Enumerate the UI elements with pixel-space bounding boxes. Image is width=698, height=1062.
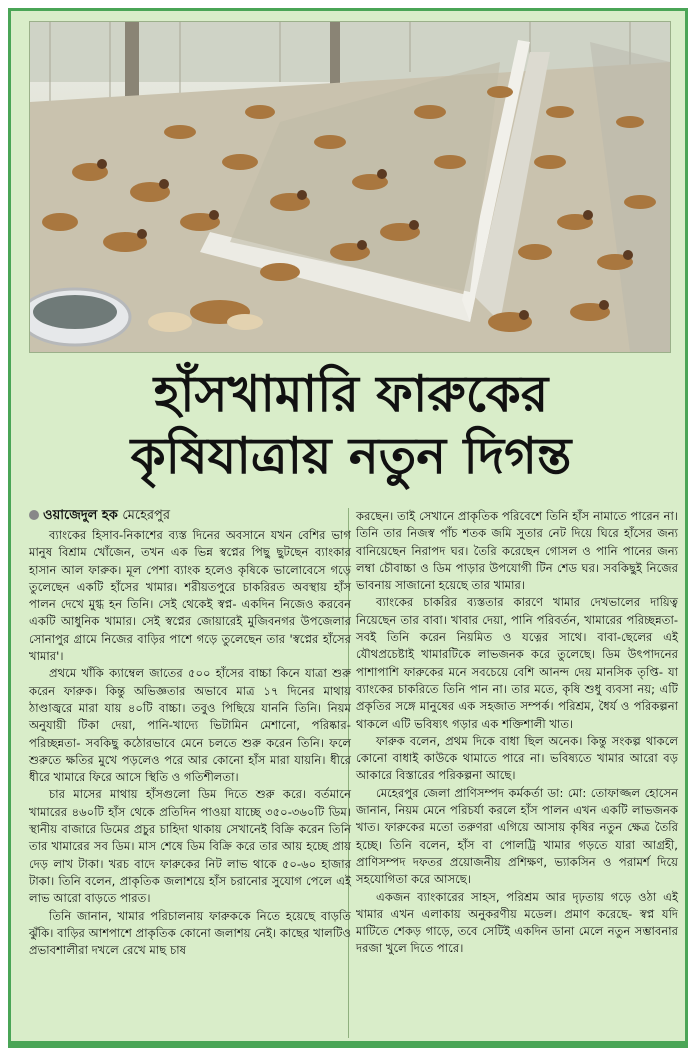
bottom-rule [11,1041,688,1045]
paragraph: চার মাসের মাথায় হাঁসগুলো ডিম দিতে শুরু করে। বর্তমানে খামারের ৪৬০টি হাঁস থেকে প্রতিদিন পাওয়া যাচ্ছে ৩৫০-৩৬০টি ডিম। স্থানীয় বাজারে ডিমের প্রচুর চাহিদা থাকায় সেখানেই বিক্রি করেন তিনি তার খামারের সব ডিম। মাস শেষে ডিম বিক্রি করে তার আয় হচ্ছে প্রায় দেড় লাখ টাকা। খরচ বাদে ফারুকের নিট লাভ থাকে ৫০-৬০ হাজার টাকা। তিনি বলেন, প্রাকৃতিক জলাশয়ে হাঁস চরানোর সুযোগ পেলে এই লাভ আরো বাড়তে পারত। [29,787,351,906]
headline-line-1: হাঁসখামারি ফারুকের [153,365,549,423]
headline-line-2: কৃষিযাত্রায় নতুন দিগন্ত [130,427,572,485]
paragraph: করছেন। তাই সেখানে প্রাকৃতিক পরিবেশে তিনি হাঁস নামাতে পারেন না। তিনি তার নিজস্ব পাঁচ শতক জমি সুতার নেট দিয়ে ঘিরে হাঁসের জন্য বানিয়েছেন নিরাপদ ঘর। তৈরি করেছেন গোসল ও পানি পানের জন্য লম্বা চৌবাচ্চা ও ডিম পাড়ার উপযোগী টিন শেড ঘর। সবকিছুই নিজের ভাবনায় সাজানো হয়েছে তার খামার। [356,509,678,593]
byline [29,508,170,524]
paragraph: প্রথমে খাঁকি ক্যাম্বেল জাতের ৫০০ হাঁসের বাচ্চা কিনে যাত্রা শুরু করেন ফারুক। কিন্তু অভিজ্ঞতার অভাবে মাত্র ১৭ দিনের মাথায় ঠাণ্ডাজ্বরে মারা যায় ৪০টি বাচ্চা। তবুও পিছিয়ে যাননি তিনি। নিয়ম অনুযায়ী টিকা দেয়া, পানি-খাদ্যে ভিটামিন মেশানো, পরিষ্কার-পরিচ্ছন্নতা- সবকিছু কঠোরভাবে মেনে চলতে শুরু করেন তিনি। ফলে শুরুতে ক্ষতির মুখে পড়লেও পরে আর কোনো হাঁস মারা যায়নি। ধীরে ধীরে খামারে ফিরে আসে স্থিতি ও গতিশীলতা। [29,666,351,785]
duck-farm-photo [29,21,671,353]
paragraph: মেহেরপুর জেলা প্রাণিসম্পদ কর্মকর্তা ডা: মো: তোফাজ্জল হোসেন জানান, নিয়ম মেনে পরিচর্যা করলে হাঁস পালন এখন একটি লাভজনক খাত। ফারুকের মতো তরুণরা এগিয়ে আসায় কৃষির নতুন ক্ষেত্র তৈরি হচ্ছে। তিনি বলেন, হাঁস বা পোলট্রি খামার গড়তে যারা আগ্রহী, প্রাণিসম্পদ দফতর প্রয়োজনীয় প্রশিক্ষণ, ভ্যাকসিন ও পরামর্শ দিয়ে সহযোগিতা করে আসছে। [356,785,678,887]
newspaper-clipping [8,8,688,1048]
paragraph: তিনি জানান, খামার পরিচালনায় ফারুককে নিতে হয়েছে বাড়তি ঝুঁকি। বাড়ির আশপাশে প্রাকৃতিক কোনো জলাশয় নেই। কাছের খালটিও প্রভাবশালীরা দখলে রেখে মাছ চাষ [29,908,351,958]
left-column [29,527,351,959]
bullet-icon [29,510,39,520]
right-column [356,508,678,958]
paragraph: ব্যাংকের চাকরির ব্যস্ততার কারণে খামার দেখভালের দায়িত্ব নিয়েছেন তার বাবা। খাবার দেয়া, পানি পরিবর্তন, খামারের পরিচ্ছন্নতা- সবই তিনি করেন নিয়মিত ও যত্নের সাথে। বাবা-ছেলের এই যৌথপ্রচেষ্টাই খামারটিকে লাভজনক করে তুলেছে। ডিম উৎপাদনের পাশাপাশি ফারুকের মনে সবচেয়ে বেশি আনন্দ দেয় মানসিক তৃপ্তি- যা ব্যাংকের চাকরিতে তিনি পান না। তার মতে, কৃষি শুধু ব্যবসা নয়; এটি প্রকৃতির সঙ্গে মানুষের এক সহজাত সম্পর্ক। পরিশ্রম, ধৈর্য ও পরিকল্পনা থাকলে এটি ভবিষ্যৎ গড়ার এক শক্তিশালী খাত। [356,595,678,731]
byline-author: ওয়াজেদুল হক [43,508,118,523]
paragraph: একজন ব্যাংকারের সাহস, পরিশ্রম আর দৃঢ়তায় গড়ে ওঠা এই খামার এখন এলাকায় অনুকরণীয় মডেল। প্রমাণ করেছে- স্বপ্ন যদি মাটিতে শেকড় গাড়ে, তবে সেটিই একদিন ডানা মেলে নতুন সম্ভাবনার দরজা খুলে দিতে পারে। [356,889,678,956]
byline-place: মেহেরপুর [122,508,171,523]
paragraph: ফারুক বলেন, প্রথম দিকে বাধা ছিল অনেক। কিন্তু সংকল্প থাকলে কোনো বাধাই কাউকে থামাতে পারে না। ভবিষ্যতে খামার আরো বড় আকারে বিস্তারের পরিকল্পনা আছে। [356,733,678,783]
paragraph: ব্যাংকের হিসাব-নিকাশের ব্যস্ত দিনের অবসানে যখন বেশির ভাগ মানুষ বিশ্রাম খোঁজেন, তখন এক ভিন্ন স্বপ্নের পিছু ছুটছেন ব্যাংকার হাসান আল ফারুক। মূল পেশা ব্যাংক হলেও কৃষিকে ভালোবেসে গড়ে তুলেছেন একটি হাঁসের খামার। শরীয়তপুরে চাকরিরত অবস্থায় হাঁস পালন দেখে মুগ্ধ হন তিনি। সেই থেকেই স্বপ্ন- একদিন নিজেও করবেন একটি আধুনিক খামার। সেই স্বপ্নের জোয়ারেই মুজিবনগর উপজেলার সোনাপুর গ্রামে নিজের বাড়ির পাশে গড়ে তুলেছেন তার 'স্বপ্নের হাঁসের খামার'। [29,528,351,664]
